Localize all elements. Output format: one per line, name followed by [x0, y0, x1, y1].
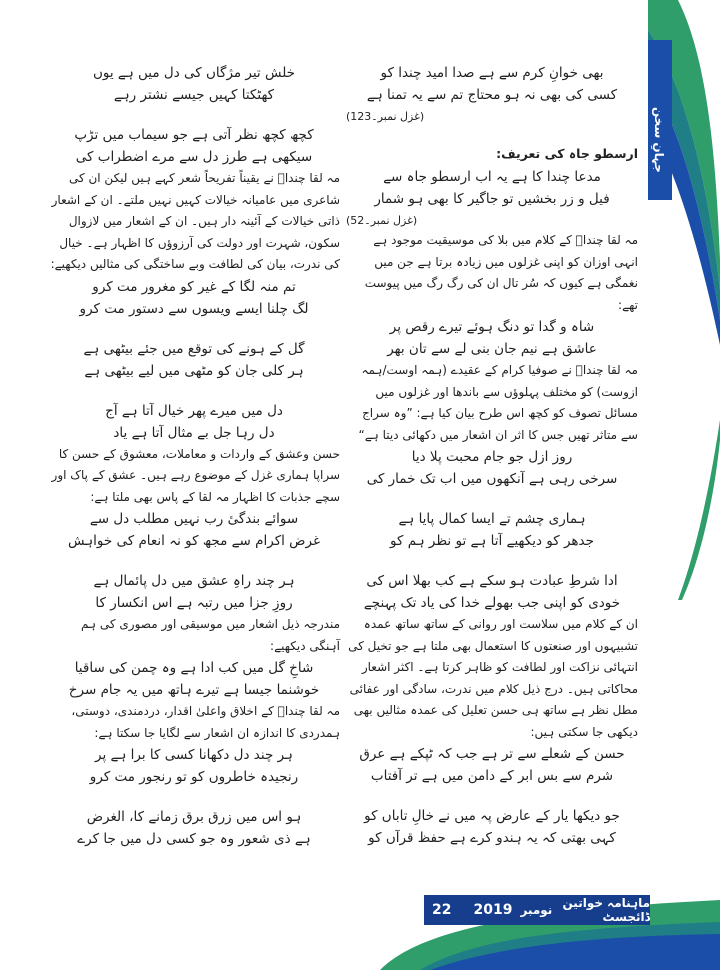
ghazal-reference: (غزل نمبر۔123) [346, 110, 425, 123]
paragraph: مہ لقا چنداؔ کے اخلاق واعلیٰ اقدار، دردمندی، دوستی، ہمدردی کا اندازہ ان اشعار سے لگایا جا سکتا ہے: [71, 704, 340, 740]
paragraph: مہ لقا چنداؔ کے کلام میں بلا کی موسیقیت موجود ہے انہی اوزان کو اپنی غزلوں میں زیادہ برتا ہے جن میں نغمگی ہے کیوں کہ سُر تال ان کی رگ رگ میں پیوست تھے: [364, 233, 638, 312]
verse-line: ادا شرطِ عبادت ہو سکے ہے کب بھلا اس کی [366, 573, 618, 589]
verse-line: غرض اکرام سے مجھ کو نہ انعام کی خواہش [67, 533, 321, 549]
verse-line: سوائے بندگیٔ رب نہیں مطلب دل سے [89, 511, 299, 527]
paragraph: ان کے کلام میں سلاست اور روانی کے ساتھ ساتھ عمدہ تشبیہوں اور صنعتوں کا استعمال بھی ملتا ہے جو تخیل کی انتہائی نزاکت اور لطافت کو ظاہر کرتا ہے۔ اکثر اشعار محاکاتی ہیں۔ درج ذیل کلام میں ندرت، سادگی اور عفائی مطل نظر ہے ساتھ ہی حسن تعلیل کی عمدہ مثالیں بھی دیکھی جا سکتی ہیں: [348, 617, 638, 739]
verse-line: سرخی رہی ہے آنکھوں میں اب تک خمار کی [366, 471, 618, 487]
section-title: جہانِ سخن [652, 107, 666, 173]
verse-line: حسن کے شعلے سے تر ہے جب کہ ٹپکے ہے عرق [359, 746, 625, 762]
verse-line: کسی کی بھی نہ ہو محتاج تم سے یہ تمنا ہے [366, 87, 618, 103]
verse-line: گل کے ہونے کی توقع میں جئے بیٹھی ہے [83, 340, 305, 357]
paragraph: مہ لقا چنداؔ نے یقیناً تفریحاً شعر کہے ہیں لیکن ان کی شاعری میں عامیانہ خیالات کہیں نہیں ملتے۔ ان کے اشعار ذاتی خیالات کے آئینہ دار ہیں۔ ان کے اشعار میں لازوال سکون، شہرت اور دولت کی آرزوؤں کا اظہار ہے۔ خیال کی ندرت، بیان کی لطافت وبے ساختگی کی مثالیں دیکھیے: [50, 171, 340, 271]
paragraph: مہ لقا چنداؔ نے صوفیا کرام کے عقیدے (ہمہ اوست/ہمہ ازوست) کو مختلف پہلوؤں سے باندھا اور غزلوں میں مسائل تصوف کو کچھ اس طرح بیان کیا ہے: ”وہ سراج سے متاثر تھیں جس کا اثر ان اشعار میں دکھائی دیتا ہے“ [358, 363, 638, 442]
footer-bar-text [424, 897, 650, 923]
verse-line: شاخِ گل میں کب ادا ہے وہ چمن کی ساقیا [74, 660, 314, 676]
verse-line: بھی خوانِ کرم سے ہے صدا امید چندا کو [380, 65, 604, 81]
verse-line: خوشنما جیسا ہے تیرے ہاتھ میں یہ جام سرخ [68, 682, 320, 698]
verse-line: ہے ذی شعور وہ جو کسی دل میں جا کرے [77, 831, 311, 847]
paragraph: مندرجہ ذیل اشعار میں موسیقی اور مصوری کی ہم آہنگی دیکھیے: [81, 617, 340, 653]
left-column [48, 62, 340, 850]
verse-line: لگ چلنا ایسے ویسوں سے دستور مت کرو [79, 300, 309, 317]
verse-line: عاشق ہے نیم جان بنی لے سے تان بھر [387, 341, 597, 357]
verse-line: شاہ و گدا تو دنگ ہوئے تیرے رقص پر [389, 319, 595, 335]
verse-line: ہو اس میں زرق برق زمانے کا، الغرض [86, 809, 302, 825]
verse-line: کچھ کچھ نظر آتی ہے جو سیماب میں تڑپ [74, 127, 314, 143]
verse-line: دل رہا جل بے مثال آتا ہے یاد [113, 424, 275, 441]
verse-line: کہی بھتی کہ یہ ہندو کرے ہے حفظ قرآں کو [368, 830, 616, 846]
ghazal-reference: (غزل نمبر۔52) [346, 214, 418, 227]
page-number: 22 [432, 902, 452, 918]
verse-line: دل میں میرے پھر خیال آتا ہے آج [105, 402, 283, 419]
magazine-name: ماہنامہ خواتین ڈائجسٹ [562, 896, 650, 924]
issue-month: نومبر [520, 903, 553, 917]
verse-line: جو دیکھا یار کے عارض پہ میں نے خالِ تاباں کو [364, 808, 620, 824]
verse-line: سیکھی ہے طرز دل سے مرے اضطراب کی [75, 149, 313, 165]
verse-line: ہر چند راہِ عشق میں دل پائمال ہے [93, 573, 295, 589]
verse-line: ہماری چشم تے ایسا کمال پایا ہے [398, 511, 586, 527]
verse-line: روز ازل جو جام محبت پلا دیا [411, 449, 573, 465]
verse-line: رنجیدہ خاطروں کو تو رنجور مت کرو [89, 769, 299, 785]
verse-line: شرم سے بس ابر کے دامن میں ہے تر آفتاب [370, 768, 614, 784]
verse-line: خودی کو اپنی جب بھولے خدا کی یاد تک پہنچے [363, 595, 621, 611]
verse-line: کھٹکتا کہیں جیسے نشتر رہے [113, 87, 275, 103]
issue-year: 2019 [473, 902, 513, 918]
paragraph: حسن وعشق کے واردات و معاملات، معشوق کے حسن کا سراپا ہماری غزل کے موضوع رہے ہیں۔ عشق کے پاک اور سچے جذبات کا اظہار مہ لقا کے پاس بھی ملتا ہے: [51, 446, 340, 504]
verse-line: جدھر کو دیکھیے آتا ہے تو نظر ہم کو [390, 533, 594, 549]
verse-line: ہر کلی جان کو مٹھی میں لیے بیٹھی ہے [84, 362, 304, 379]
verse-line: خلش تیر مژگاں کی دل میں ہے یوں [92, 65, 296, 81]
section-heading: ارسطو جاہ کی تعریف: [496, 146, 638, 161]
verse-line: ہر چند دل دکھانا کسی کا برا ہے پر [95, 747, 293, 763]
verse-line: روزِ جزا میں رتبہ ہے اس انکسار کا [95, 595, 293, 611]
verse-line: فیل و زر بخشیں تو جاگیر کا بھی ہو شمار [374, 191, 610, 207]
right-column [346, 62, 638, 849]
verse-line: تم منہ لگا کے غیر کو مغرور مت کرو [92, 278, 296, 295]
verse-line: مدعا چندا کا ہے یہ اب ارسطو جاہ سے [383, 169, 601, 185]
